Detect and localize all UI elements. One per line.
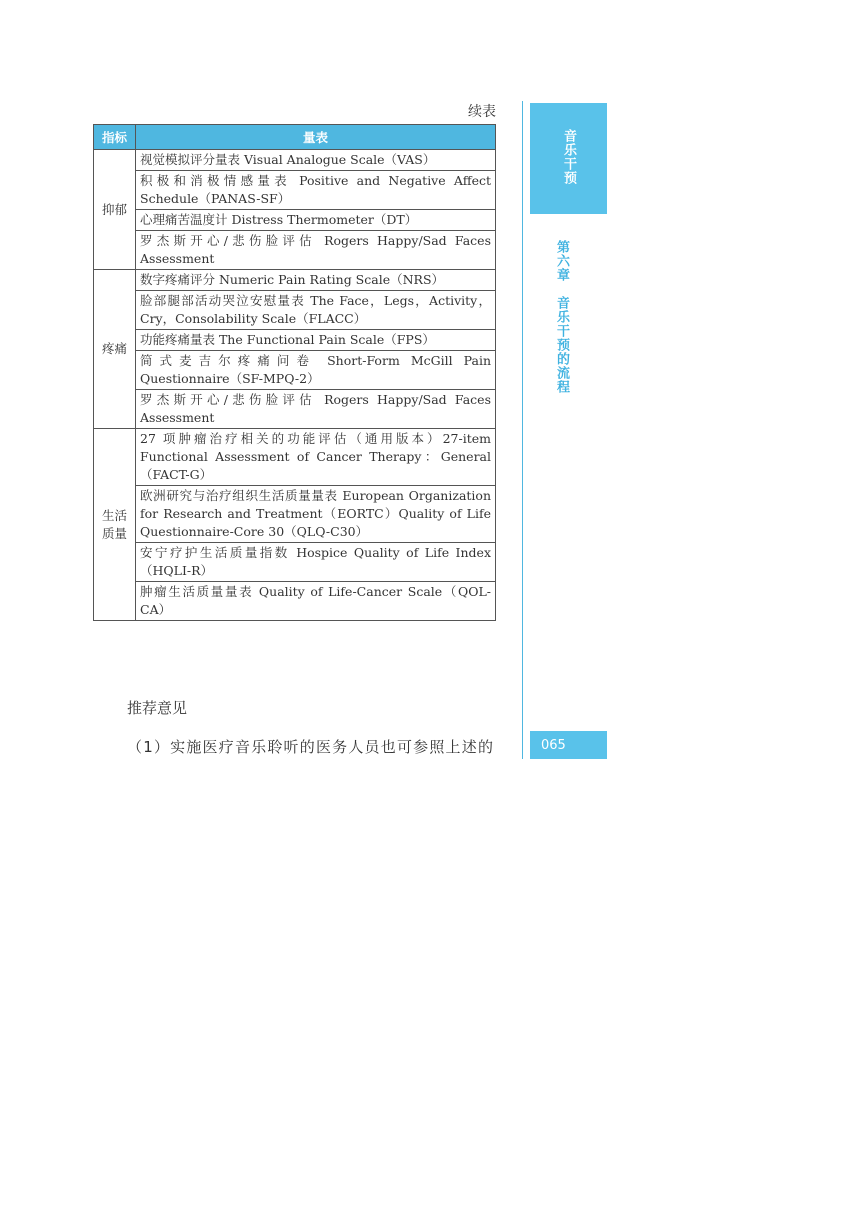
section-tab-label: 音乐干预	[561, 129, 576, 185]
table-row	[94, 330, 496, 351]
scale-cell: 罗杰斯开心/悲伤脸评估 Rogers Happy/Sad Faces Assessment	[136, 231, 496, 270]
scale-cell: 脸部腿部活动哭泣安慰量表 The Face，Legs，Activity，Cry，Consolability Scale（FLACC）	[136, 291, 496, 330]
section-tab	[530, 103, 607, 214]
scale-cell: 罗杰斯开心/悲伤脸评估 Rogers Happy/Sad Faces Assessment	[136, 390, 496, 429]
continued-table-label: 续表	[468, 104, 496, 120]
section-heading: 推荐意见	[127, 699, 188, 717]
table-row	[94, 291, 496, 330]
body-paragraph: （1）实施医疗音乐聆听的医务人员也可参照上述的	[127, 738, 495, 756]
page-number: 065	[530, 731, 607, 759]
table-header-row	[94, 125, 496, 150]
indicator-depression: 抑郁	[94, 150, 136, 270]
table-row	[94, 390, 496, 429]
scale-cell: 27 项肿瘤治疗相关的功能评估（通用版本）27-item Functional Assessment of Cancer Therapy：General（FACT-G）	[136, 429, 496, 486]
table-row	[94, 486, 496, 543]
table-row	[94, 210, 496, 231]
header-scale: 量表	[136, 125, 496, 150]
scale-cell: 简式麦吉尔疼痛问卷 Short-Form McGill Pain Questionnaire（SF-MPQ-2）	[136, 351, 496, 390]
scale-cell: 安宁疗护生活质量指数 Hospice Quality of Life Index（HQLI-R）	[136, 543, 496, 582]
table-row	[94, 582, 496, 621]
indicator-quality-of-life: 生活质量	[94, 429, 136, 621]
scale-cell: 欧洲研究与治疗组织生活质量量表 European Organization for Research and Treatment（EORTC）Quality of Life Questionnaire-Core 30（QLQ-C30）	[136, 486, 496, 543]
scale-cell: 肿瘤生活质量量表 Quality of Life-Cancer Scale（QOL-CA）	[136, 582, 496, 621]
chapter-title: 第六章 音乐干预的流程	[554, 240, 569, 394]
scale-cell: 数字疼痛评分 Numeric Pain Rating Scale（NRS）	[136, 270, 496, 291]
scale-cell: 视觉模拟评分量表 Visual Analogue Scale（VAS）	[136, 150, 496, 171]
table-row	[94, 543, 496, 582]
table-row	[94, 171, 496, 210]
header-indicator: 指标	[94, 125, 136, 150]
table-row	[94, 351, 496, 390]
scale-cell: 功能疼痛量表 The Functional Pain Scale（FPS）	[136, 330, 496, 351]
table-row	[94, 150, 496, 171]
indicator-pain: 疼痛	[94, 270, 136, 429]
assessment-scale-table	[93, 124, 496, 621]
sidebar-divider	[522, 101, 523, 759]
table-row	[94, 231, 496, 270]
scale-cell: 积极和消极情感量表 Positive and Negative Affect Schedule（PANAS-SF）	[136, 171, 496, 210]
table-row	[94, 270, 496, 291]
scale-cell: 心理痛苦温度计 Distress Thermometer（DT）	[136, 210, 496, 231]
table-row	[94, 429, 496, 486]
